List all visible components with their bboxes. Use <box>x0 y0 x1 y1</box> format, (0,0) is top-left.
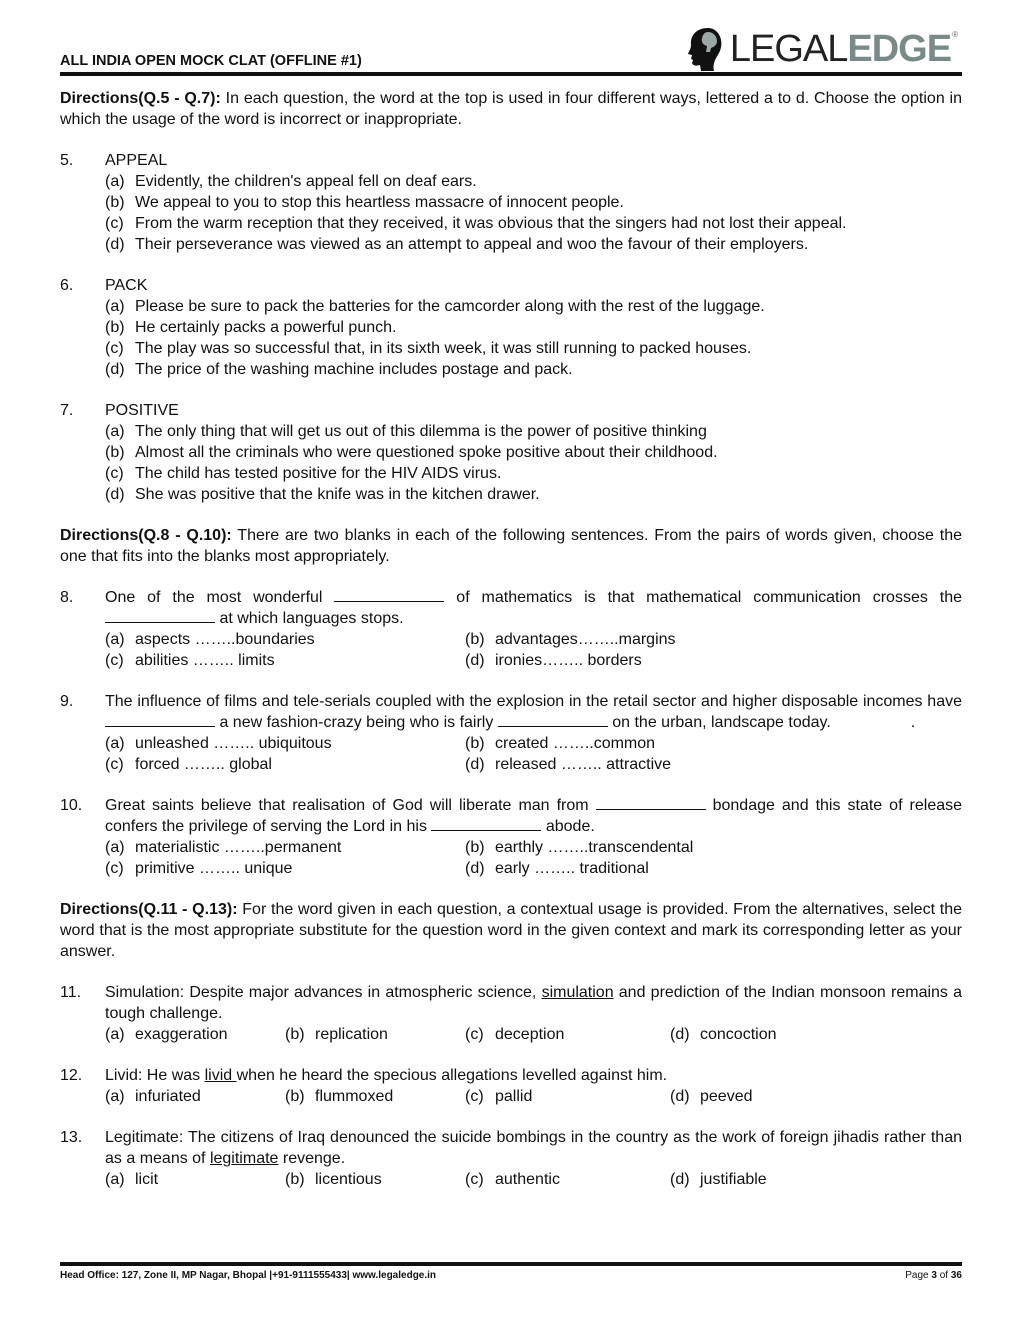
question-word: APPEAL <box>105 152 168 169</box>
option-label: (d) <box>465 756 485 773</box>
option-label: (a) <box>105 298 125 315</box>
option-text: From the warm reception that they received, it was obvious that the singers had not lost their appeal. <box>135 215 847 232</box>
option-d[interactable] <box>670 1086 962 1107</box>
option-label: (b) <box>465 631 485 648</box>
option-text: abilities …….. limits <box>135 652 275 669</box>
option-label: (a) <box>105 839 125 856</box>
option-label: (a) <box>105 173 125 190</box>
option-text: Their perseverance was viewed as an attempt to appeal and woo the favour of their employers. <box>135 236 809 253</box>
option-text: exaggeration <box>135 1026 228 1043</box>
option-label: (d) <box>465 652 485 669</box>
option-c[interactable] <box>105 858 465 879</box>
option-text: Please be sure to pack the batteries for the camcorder along with the rest of the luggage. <box>135 298 765 315</box>
header-rule <box>60 72 962 76</box>
option-text: aspects ……..boundaries <box>135 631 315 648</box>
logo-text-edge: EDGE <box>847 28 952 70</box>
page-header <box>60 20 962 76</box>
stem-text: The influence of films and tele-serials coupled with the explosion in the retail sector and higher disposable incomes have <box>105 693 967 710</box>
option-text: forced …….. global <box>135 756 272 773</box>
blank-2 <box>105 608 215 623</box>
option-text: ironies…….. borders <box>495 652 642 669</box>
question-stem <box>105 795 962 837</box>
question-stem <box>105 1127 962 1169</box>
blank-2 <box>431 816 541 831</box>
option-a[interactable] <box>105 421 962 442</box>
question-stem <box>105 587 962 629</box>
option-d[interactable] <box>670 1169 962 1190</box>
question-word: PACK <box>105 277 148 294</box>
option-a[interactable] <box>105 1086 285 1107</box>
registered-mark: ® <box>952 30 958 39</box>
option-text: early …….. traditional <box>495 860 649 877</box>
option-label: (c) <box>105 215 124 232</box>
option-label: (b) <box>105 194 125 211</box>
option-label: (b) <box>105 444 125 461</box>
option-text: primitive …….. unique <box>135 860 293 877</box>
option-text: flummoxed <box>315 1088 394 1105</box>
option-a[interactable] <box>105 1169 285 1190</box>
question-number: 11. <box>60 984 82 1001</box>
option-text: She was positive that the knife was in the kitchen drawer. <box>135 486 540 503</box>
option-text: Evidently, the children's appeal fell on deaf ears. <box>135 173 477 190</box>
stem-text: Livid: He was <box>105 1067 205 1084</box>
option-text: released …….. attractive <box>495 756 672 773</box>
stem-text: revenge. <box>278 1150 346 1167</box>
stem-text: abode. <box>541 818 595 835</box>
question-13 <box>60 1127 962 1190</box>
option-label: (d) <box>670 1171 690 1188</box>
option-b[interactable] <box>285 1024 465 1045</box>
option-text: materialistic ……..permanent <box>135 839 342 856</box>
directions-text: There are two blanks in each of the following sentences. From the pairs of words given, choose the one that fits into the blanks most appropriately. <box>60 527 962 565</box>
question-number: 12. <box>60 1067 83 1084</box>
exam-title: ALL INDIA OPEN MOCK CLAT (OFFLINE #1) <box>60 53 362 69</box>
page-number <box>905 1270 962 1281</box>
option-label: (d) <box>670 1026 690 1043</box>
directions-label: Directions(Q.5 - Q.7): <box>60 90 221 107</box>
underlined-word: simulation <box>541 984 614 1001</box>
option-text: licit <box>135 1171 159 1188</box>
options-row <box>105 1086 962 1107</box>
option-d[interactable] <box>105 234 962 255</box>
option-c[interactable] <box>105 650 465 671</box>
stem-text: Great saints believe that realisation of God will liberate man from <box>105 797 596 814</box>
option-text: created ……..common <box>495 735 656 752</box>
option-c[interactable] <box>105 338 962 359</box>
option-label: (c) <box>105 756 124 773</box>
option-label: (b) <box>105 319 125 336</box>
options-grid <box>105 733 962 775</box>
option-b[interactable] <box>105 442 962 463</box>
option-label: (a) <box>105 1026 125 1043</box>
question-7 <box>60 400 962 505</box>
blank-1 <box>596 795 706 810</box>
option-label: (a) <box>105 631 125 648</box>
options-grid <box>105 837 962 879</box>
option-text: unleashed …….. ubiquitous <box>135 735 332 752</box>
question-number: 8. <box>60 589 74 606</box>
option-text: authentic <box>495 1171 560 1188</box>
option-text: Almost all the criminals who were questioned spoke positive about their childhood. <box>135 444 718 461</box>
option-d[interactable] <box>465 754 962 775</box>
directions-text: In each question, the word at the top is used in four different ways, lettered a to d. Choose the option in which the usage of the word is incorrect or inappropriate. <box>60 90 963 128</box>
option-text: The child has tested positive for the HIV AIDS virus. <box>135 465 502 482</box>
question-11 <box>60 982 962 1045</box>
blank-1 <box>105 712 215 727</box>
directions-q8-q10 <box>60 525 962 567</box>
option-text: advantages……..margins <box>495 631 676 648</box>
option-d[interactable] <box>465 650 962 671</box>
options-grid <box>105 629 962 671</box>
option-b[interactable] <box>285 1086 465 1107</box>
stem-text: when he heard the specious allegations levelled against him. <box>236 1067 668 1084</box>
option-b[interactable] <box>105 317 962 338</box>
option-text: infuriated <box>135 1088 201 1105</box>
option-text: The price of the washing machine includes postage and pack. <box>135 361 573 378</box>
directions-text: For the word given in each question, a contextual usage is provided. From the alternatives, select the word that is the most appropriate substitute for the question word in the given context and mark its corresponding letter as your answer. <box>60 901 963 960</box>
option-text: replication <box>315 1026 388 1043</box>
question-number: 6. <box>60 277 74 294</box>
option-a[interactable] <box>105 733 465 754</box>
option-label: (d) <box>105 486 125 503</box>
option-text: We appeal to you to stop this heartless massacre of innocent people. <box>135 194 624 211</box>
option-a[interactable] <box>105 1024 285 1045</box>
option-b[interactable] <box>465 733 962 754</box>
question-stem <box>105 982 962 1024</box>
option-b[interactable] <box>465 837 962 858</box>
question-stem <box>105 691 967 733</box>
stem-text: Legitimate: The citizens of Iraq denounced the suicide bombings in the country as the work of foreign jihadis rather than as a means of <box>105 1129 962 1167</box>
option-c[interactable] <box>465 1086 670 1107</box>
question-8 <box>60 587 962 671</box>
blank-1 <box>334 587 444 602</box>
option-d[interactable] <box>105 359 962 380</box>
question-5 <box>60 150 962 255</box>
option-c[interactable] <box>105 754 465 775</box>
option-d[interactable] <box>465 858 962 879</box>
option-text: peeved <box>700 1088 753 1105</box>
option-label: (a) <box>105 1171 125 1188</box>
page-of: of <box>936 1270 951 1281</box>
question-number: 5. <box>60 152 74 169</box>
page-current: 3 <box>931 1270 937 1281</box>
option-label: (d) <box>105 361 125 378</box>
stem-text: bondage and this state of release confers the privilege of serving the Lord in his <box>105 797 963 835</box>
question-number: 10. <box>60 797 83 814</box>
option-label: (b) <box>285 1088 305 1105</box>
option-text: The only thing that will get us out of this dilemma is the power of positive thinking <box>135 423 707 440</box>
option-c[interactable] <box>465 1024 670 1045</box>
option-label: (c) <box>465 1088 484 1105</box>
question-10 <box>60 795 962 879</box>
option-label: (a) <box>105 1088 125 1105</box>
stem-text: on the urban, landscape today. . <box>607 714 916 731</box>
option-c[interactable] <box>105 213 962 234</box>
option-label: (c) <box>105 465 124 482</box>
option-label: (c) <box>465 1026 484 1043</box>
option-label: (d) <box>105 236 125 253</box>
underlined-word: legitimate <box>209 1150 279 1167</box>
option-text: concoction <box>700 1026 777 1043</box>
footer-rule <box>60 1262 962 1266</box>
stem-text: and prediction of the Indian monsoon remains a tough challenge. <box>105 984 963 1022</box>
option-label: (b) <box>285 1171 305 1188</box>
option-text: He certainly packs a powerful punch. <box>135 319 397 336</box>
question-stem <box>105 1065 962 1086</box>
question-9 <box>60 691 967 775</box>
question-word: POSITIVE <box>105 402 179 419</box>
directions-q11-q13 <box>60 899 962 962</box>
option-text: deception <box>495 1026 565 1043</box>
option-b[interactable] <box>465 629 962 650</box>
option-label: (c) <box>465 1171 484 1188</box>
option-c[interactable] <box>465 1169 670 1190</box>
page-prefix: Page <box>905 1270 932 1281</box>
option-label: (d) <box>465 860 485 877</box>
blank-2 <box>498 712 608 727</box>
legaledge-logo <box>686 24 958 74</box>
question-12 <box>60 1065 962 1107</box>
option-a[interactable] <box>105 837 465 858</box>
option-text: licentious <box>315 1171 382 1188</box>
option-c[interactable] <box>105 463 962 484</box>
underlined-word: livid <box>204 1067 237 1084</box>
option-a[interactable] <box>105 629 465 650</box>
questions-content <box>60 88 967 1210</box>
question-number: 7. <box>60 402 74 419</box>
option-b[interactable] <box>105 192 962 213</box>
head-silhouette-icon <box>686 26 726 72</box>
option-label: (b) <box>465 839 485 856</box>
option-d[interactable] <box>670 1024 962 1045</box>
directions-label: Directions(Q.11 - Q.13): <box>60 901 238 918</box>
stem-text: at which languages stops. <box>215 610 404 627</box>
stem-text: of mathematics is that mathematical communication crosses the <box>444 589 962 606</box>
option-label: (a) <box>105 423 125 440</box>
option-label: (b) <box>285 1026 305 1043</box>
option-text: The play was so successful that, in its sixth week, it was still running to packed houses. <box>135 340 752 357</box>
stem-text: Simulation: Despite major advances in atmospheric science, <box>105 984 542 1001</box>
option-a[interactable] <box>105 171 962 192</box>
logo-text-legal: LEGAL <box>729 28 848 70</box>
option-label: (a) <box>105 735 125 752</box>
option-text: justifiable <box>700 1171 767 1188</box>
page-total: 36 <box>950 1270 962 1281</box>
question-6 <box>60 275 962 380</box>
option-label: (c) <box>105 860 124 877</box>
stem-text: a new fashion-crazy being who is fairly <box>215 714 498 731</box>
directions-label: Directions(Q.8 - Q.10): <box>60 527 232 544</box>
options-row <box>105 1024 962 1045</box>
option-label: (c) <box>105 340 124 357</box>
option-text: pallid <box>495 1088 533 1105</box>
option-label: (c) <box>105 652 124 669</box>
option-text: earthly ……..transcendental <box>495 839 694 856</box>
directions-q5-q7 <box>60 88 962 130</box>
option-b[interactable] <box>285 1169 465 1190</box>
option-a[interactable] <box>105 296 962 317</box>
option-d[interactable] <box>105 484 962 505</box>
question-number: 9. <box>60 693 74 710</box>
stem-text: One of the most wonderful <box>105 589 335 606</box>
options-row <box>105 1169 962 1190</box>
footer-address: Head Office: 127, Zone II, MP Nagar, Bhopal |+91-9111555433| www.legaledge.in <box>60 1270 437 1281</box>
option-label: (b) <box>465 735 485 752</box>
option-label: (d) <box>670 1088 690 1105</box>
question-number: 13. <box>60 1129 83 1146</box>
